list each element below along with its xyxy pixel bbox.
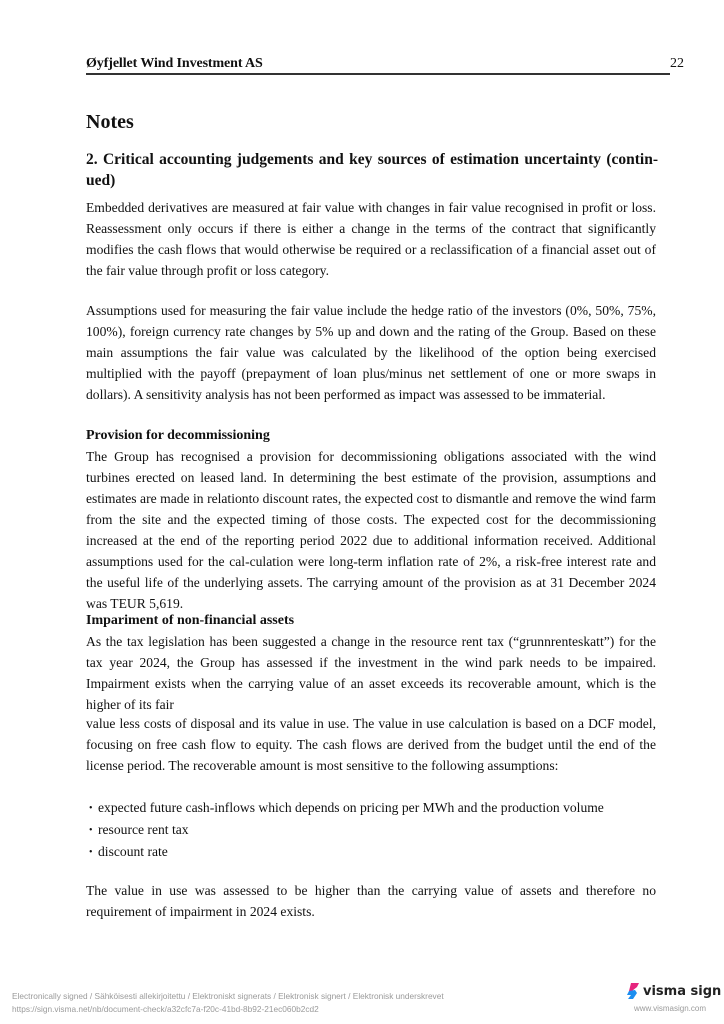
visma-logo-icon [627,983,639,999]
assumptions-paragraph: Assumptions used for measuring the fair value include the hedge ratio of the investors (0%, 50%, 75%, 100%), foreign currency rate changes by 5% up and down and the rating of the Group. Based on these main assumptions the fair value was calculated by the likelihood of the option being exercised multiplied with the payoff (prepayment of loan plus/minus net settlement of one or more swaps in dollars). A sensitivity analysis has not been performed as impact was assessed to be immaterial. [86,303,656,402]
bullet-icon: • [89,825,93,836]
bullet-icon: • [89,847,93,858]
verify-link[interactable]: https://sign.visma.net/nb/document-check/a32cfc7a-f20c-41bd-8b92-21ec060b2cd2 [12,1004,319,1014]
impairment-paragraph-1: As the tax legislation has been suggested a change in the resource rent tax (“grunnrenteskatt”) for the tax year 2024, the Group has assessed if the investment in the wind park needs to be impaired. Impairment exists when the carrying value of an asset exceeds its recoverable amount, which is the higher of its fair [86,634,656,712]
signature-footer [12,990,444,1016]
bullet-icon: • [89,803,93,814]
visma-sign-logo[interactable] [627,983,721,999]
impairment-conclusion: The value in use was assessed to be higher than the carrying value of assets and therefore no requirement of impairment in 2024 exists. [86,883,656,919]
assumptions-list [86,797,656,863]
visma-url[interactable]: www.vismasign.com [634,1004,707,1013]
decommissioning-paragraph: The Group has recognised a provision for decommissioning obligations associated with the wind turbines erected on leased land. In determining the best estimate of the provision, assumptions and estimates are made in relationto discount rates, the expected cost to dismantle and remove the wind farm from the site and the expected timing of those costs. The expected cost for the decommissioning increased at the end of the reporting period 2022 due to additional information received. Additional assumptions used for the cal-culation were long-term inflation rate of 2%, a risk-free interest rate and the useful life of the underlying assets. The carrying amount of the provision as at 31 December 2024 was TEUR 5,619. [86,449,656,611]
list-item: • resource rent tax [86,819,656,841]
embedded-derivatives-paragraph: Embedded derivatives are measured at fair value with changes in fair value recognised in profit or loss. Reassessment only occurs if there is either a change in the terms of the contract that significantly modifies the cash flows that would otherwise be required or a reclassification of a financial asset out of the fair value through profit or loss category. [86,200,656,278]
impairment-paragraph-2: value less costs of disposal and its value in use. The value in use calculation is based on a DCF model, focusing on free cash flow to equity. The cash flows are derived from the budget until the end of the license period. The recoverable amount is most sensitive to the following assumptions: [86,716,656,773]
note-heading: 2. Critical accounting judgements and key sources of estimation uncertainty (contin-ued) [86,151,658,189]
section-title: Notes [86,111,134,133]
impairment-heading: Impariment of non-financial assets [86,613,295,628]
visma-logo-text: visma sign [643,983,722,999]
page-header [86,56,670,75]
list-item: • expected future cash-inflows which depends on pricing per MWh and the production volume [86,797,656,819]
signature-line: Electronically signed / Sähköisesti allekirjoitettu / Elektroniskt signerats / Elektronisk signert / Elektronisk underskrevet [12,991,444,1001]
page-number: 22 [670,56,684,71]
company-name: Øyfjellet Wind Investment AS [86,56,263,71]
list-item: • discount rate [86,841,656,863]
decommissioning-heading: Provision for decommissioning [86,428,270,443]
